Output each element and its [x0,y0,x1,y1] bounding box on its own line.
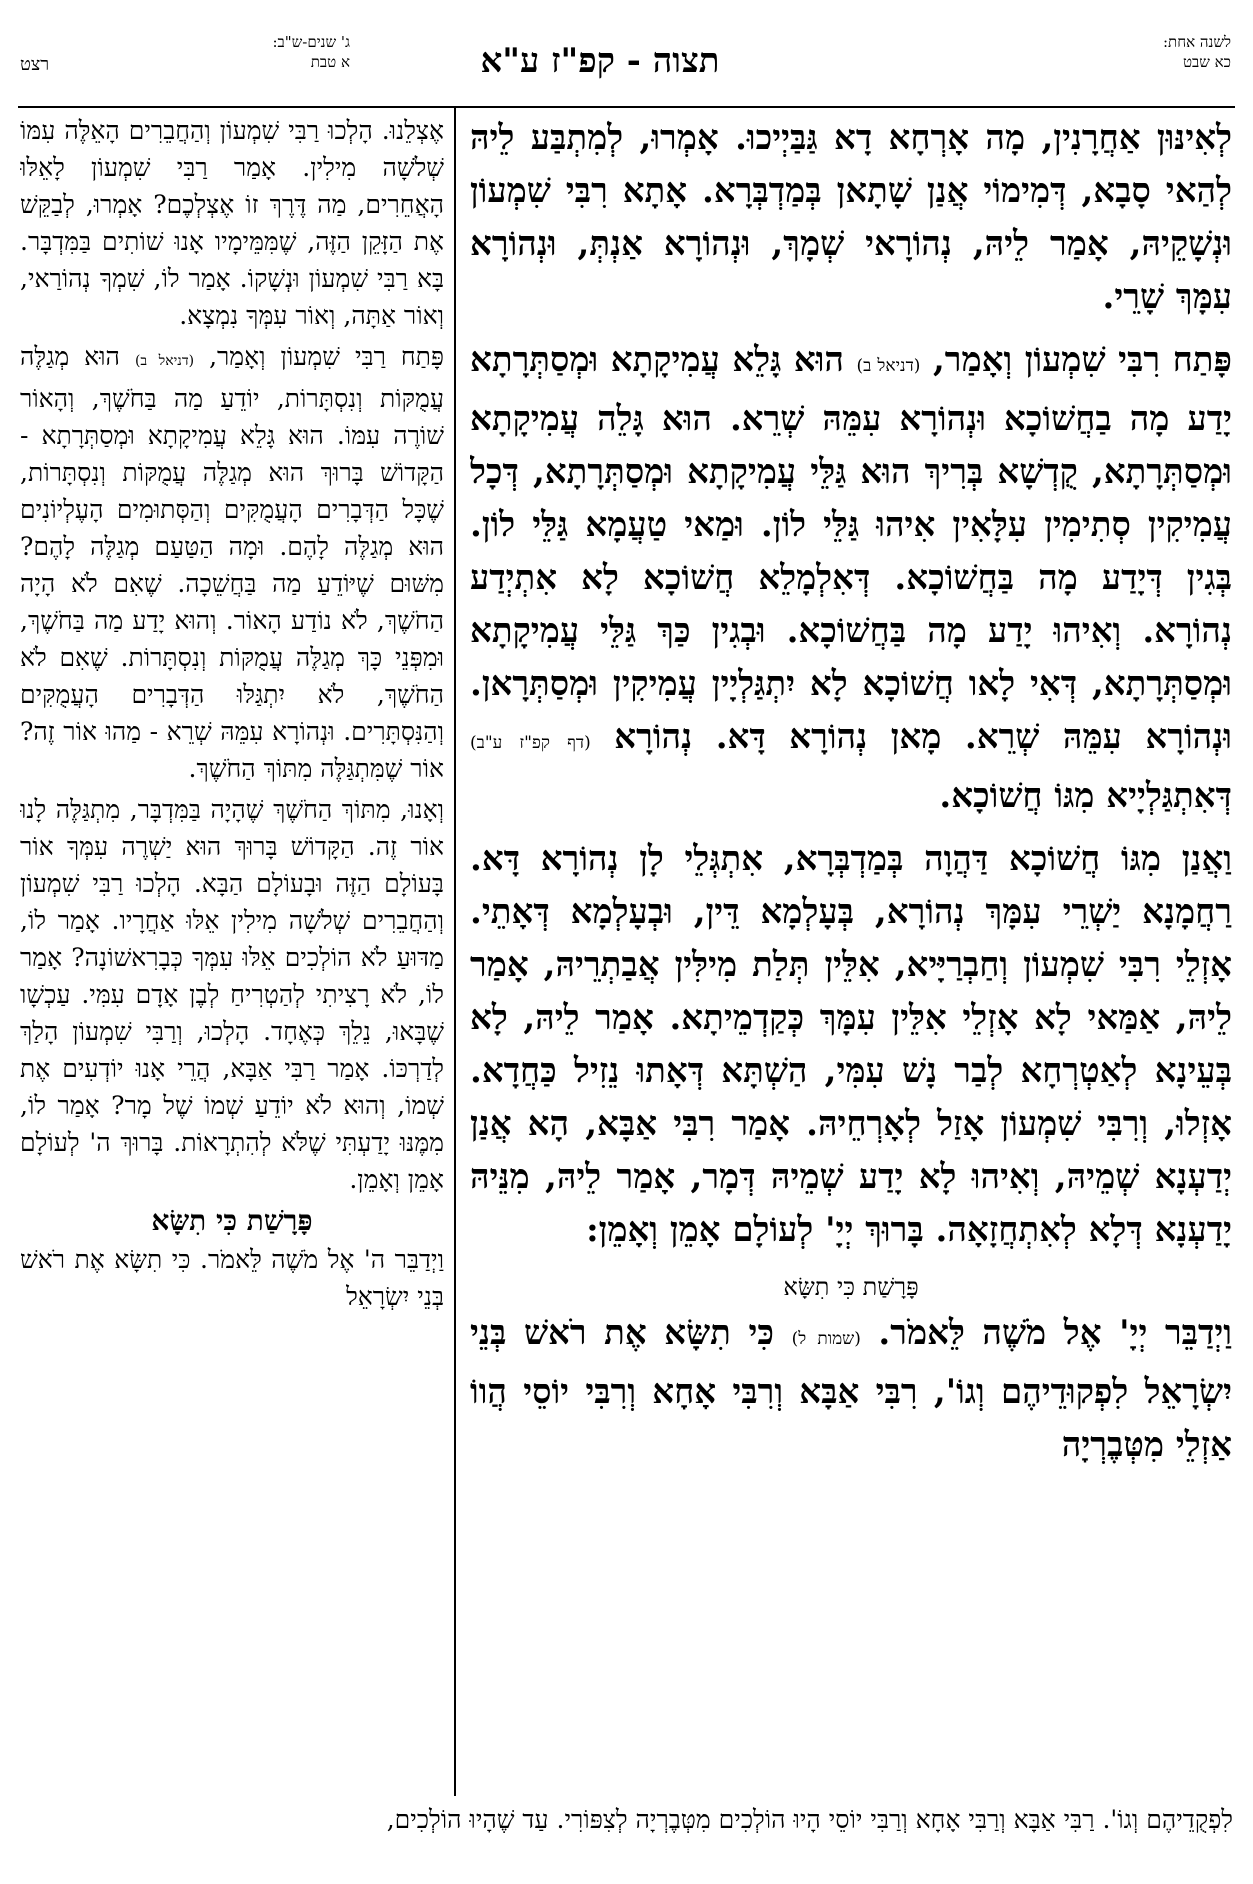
translation-paragraph-3: וְאָנוּ, מִתּוֹךְ הַחֹשֶׁךְ שֶׁהָיָה בַּמִּדְבָּר, מִתְגַּלֶּה לָנוּ אוֹר זֶה. הַקָּדוֹשׁ בָּרוּךְ הוּא יַשְׁרֶה עִמְּךָ אוֹר בָּעוֹלָם הַזֶּה וּבָעוֹלָם הַבָּא. הָלְכוּ רַבִּי שִׁמְעוֹן וְהַחֲבֵרִים שְׁלֹשָׁה מִילִין אֵלּוּ אַחֲרָיו. אָמַר לוֹ, מַדּוּעַ לֹא הוֹלְכִים אֵלּוּ עִמְּךָ כְּבָרִאשׁוֹנָה? אָמַר לוֹ, לֹא רָצִיתִי לְהַטְרִיחַ לְבֶן אָדָם עִמִּי. עַכְשָׁו שֶׁבָּאוּ, נֵלֵךְ כְּאֶחָד. הָלְכוּ, וְרַבִּי שִׁמְעוֹן הָלַךְ לְדַרְכּוֹ. אָמַר רַבִּי אַבָּא, הֲרֵי אָנוּ יוֹדְעִים אֶת שְׁמוֹ, וְהוּא לֹא יוֹדֵעַ שְׁמוֹ שֶׁל מָר? אָמַר לוֹ, מִמֶּנּוּ יָדַעְתִּי שֶׁלֹּא לְהִתְרָאוֹת. בָּרוּךְ ה' לְעוֹלָם אָמֵן וְאָמֵן. [20,795,444,1194]
header-three-years-label: ג' שנים-ש"ב: [272,33,350,51]
header-divider [18,106,1235,108]
main-section-title: פָּרָשַׁת כִּי תִשָּׂא [783,1273,919,1301]
header-date-three-years [130,32,350,110]
main-p4-opening: וַיְדַבֵּר יְיָ' אֶל מֹשֶׁה לֵּאמֹר. [878,1313,1232,1353]
header-one-year-label: לשנה אחת: [1163,33,1231,51]
column-divider [454,108,456,1796]
translation-p2-body: הוּא מְגַלֶּה עֲמֻקּוֹת וְנִסְתָּרוֹת, יוֹדֵעַ מַה בַּחֹשֶׁךְ, וְהָאוֹר שׁוֹרֶה עִמּוֹ. הוּא גָּלֵא עֲמִיקָתָא וּמְסַתְּרָתָא - הַקָּדוֹשׁ בָּרוּךְ הוּא מְגַלֶּה עֲמֻקּוֹת וְנִסְתָּרוֹת, שֶׁכָּל הַדְּבָרִים הָעֲמֻקִּים וְהַסְּתוּמִים הָעֶלְיוֹנִים הוּא מְגַלֶּה לָהֶם. וּמָה הַטַּעַם מְגַלֶּה לָהֶם? מִשּׁוּם שֶׁיּוֹדֵעַ מַה בַּחֲשֵׁכָה. שֶׁאִם לֹא הָיָה הַחֹשֶׁךְ, לֹא נוֹדַע הָאוֹר. וְהוּא יָדַע מַה בַּחֹשֶׁךְ, וּמִפְּנֵי כָּךְ מְגַלֶּה עֲמֻקּוֹת וְנִסְתָּרוֹת. שֶׁאִם לֹא הַחֹשֶׁךְ, לֹא יִתְגַּלּוּ הַדְּבָרִים הָעֲמֻקִּים וְהַנִּסְתָּרִים. וּנְהוֹרָא עִמֵּהּ שְׁרֵא - מַהוּ אוֹר זֶה? אוֹר שֶׁמִּתְגַּלֶּה מִתּוֹךְ הַחֹשֶׁךְ. [20,342,444,783]
translation-paragraph-1: אֶצְלֵנוּ. הָלְכוּ רַבִּי שִׁמְעוֹן וְהַחֲבֵרִים הָאֵלֶּה עִמּוֹ שְׁלֹשָׁה מִילִין. אָמַר רַבִּי שִׁמְעוֹן לָאֵלּוּ הָאֲחֵרִים, מַה דֶּרֶךְ זוֹ אֶצְלְכֶם? אָמְרוּ, לְבַקֵּשׁ אֶת הַזָּקֵן הַזֶּה, שֶׁמִּמֵּימָיו אָנוּ שׁוֹתִים בַּמִּדְבָּר. בָּא רַבִּי שִׁמְעוֹן וּנְשָׁקוֹ. אָמַר לוֹ, שִׁמְךָ נְהוֹרַאי, וְאוֹר אַתָּה, וְאוֹר עִמְּךָ נִמְצָא. [20,116,444,330]
translation-section-title: פָּרָשַׁת כִּי תִשָּׂא [151,1204,313,1237]
translation-paragraph-2 [20,338,444,787]
header-date-one-year [1071,32,1231,110]
main-p4-citation: (שמות ל) [791,1329,861,1349]
page-number: רצט [20,54,50,75]
translation-p2-citation: (דניאל ב) [134,353,195,369]
main-p2-ending: דְּאִתְגַּלְיָיא מִגּוֹ חֲשׁוֹכָא. [939,776,1232,816]
main-paragraph-3: וַאֲנַן מִגּוֹ חֲשׁוֹכָא דַּהֲוָה בְּמַדְבְּרָא, אִתְגְּלֵי לָן נְהוֹרָא דָּא. רַחֲמָנָא יַשְׁרֵי עִמָּךְ נְהוֹרָא, בְּעָלְמָא דֵּין, וּבְעָלְמָא דְּאָתֵי. אָזְלֵי רִבִּי שִׁמְעוֹן וְחַבְרַיָּיא, אִלֵּין תְּלַת מִילִּין אֲבַתְרֵיהּ, אָמַר לֵיהּ, אַמַּאי לָא אָזְלֵי אִלֵּין עִמָּךְ כְּקַדְמֵיתָא. אָמַר לֵיהּ, לָא בְּעֵינָא לְאַטְרְחָא לְבַר נָשׁ עִמִּי, הַשְׁתָּא דְּאָתוּ נֵזִיל כַּחֲדָא. אָזְלוּ, וְרִבִּי שִׁמְעוֹן אָזַל לְאָרְחֵיהּ. אָמַר רִבִּי אַבָּא, הָא אֲנַן יְדַעְנָא שְׁמֵיהּ, וְאִיהוּ לָא יָדַע שְׁמֵיהּ דְּמָר, אָמַר לֵיהּ, מִנֵּיהּ יָדַעְנָא דְּלָא לְאִתְחֲזָאָה. בָּרוּךְ יְיָ' לְעוֹלָם אָמֵן וְאָמֵן: [470,839,1232,1250]
header-one-year-date: כא שבט [1182,53,1231,71]
main-p2-page-ref: (דף קפ"ז ע"ב) [470,733,591,753]
main-p4-body: כִּי תִשָּׂא אֶת רֹאשׁ בְּנֵי יִשְׂרָאֵל לִפְקוּדֵיהֶם וְגוֹ', רִבִּי אַבָּא וְרִבִּי אָחָא וְרִבִּי יוֹסֵי הֲווֹ אַזְלֵי מִטְּבֶרְיָה [470,1313,1232,1465]
bottom-continuation-line: לִפְקֻדֵיהֶם וְגוֹ'. רַבִּי אַבָּא וְרַבִּי אָחָא וְרַבִּי יוֹסֵי הָיוּ הוֹלְכִים מִטְּבֶרְיָה לְצִפּוֹרִי. עַד שֶׁהָיוּ הוֹלְכִים, [386,1805,1233,1834]
main-text-column [470,112,1232,1802]
translation-p2-opening: פָּתַח רַבִּי שִׁמְעוֹן וְאָמַר, [209,342,444,371]
main-p2-body: הוּא גָּלֵא עֲמִיקָתָא וּמְסַתְּרָתָא יָדַע מָה בַחֲשׁוֹכָא וּנְהוֹרָא עִמֵּהּ שְׁרֵא. הוּא גָּלֵה עֲמִיקָתָא וּמְסַתְּרָתָא, קֻדְשָׁא בְּרִיךְ הוּא גַּלֵּי עֲמִיקָתָא וּמְסַתְּרָתָא, דְּכָל עֲמִיקִין סְתִימִין עִלָּאִין אִיהוּ גַּלֵּי לוֹן. וּמַאי טַעֲמָא גַּלֵּי לוֹן. בְּגִין דְּיָדַע מָה בַּחֲשׁוֹכָא. דְּאִלְמָלֵא חֲשׁוֹכָא לָא אִתְיְדַע נְהוֹרָא. וְאִיהוּ יָדַע מָה בַּחֲשׁוֹכָא. וּבְגִין כַּךְ גַּלֵּי עֲמִיקָתָא וּמְסַתְּרָתָא, דְּאִי לָאו חֲשׁוֹכָא לָא יִתְגַּלְיָין עֲמִיקִין וּמְסַתְּרָאן. וּנְהוֹרָא עִמֵּהּ שְׁרֵא. מָאן נְהוֹרָא דָּא. נְהוֹרָא [470,340,1232,757]
header-three-years-date: א טבת [310,53,350,71]
translation-paragraph-4: וַיְדַבֵּר ה' אֶל מֹשֶׁה לֵּאמֹר. כִּי תִשָּׂא אֶת רֹאשׁ בְּנֵי יִשְׂרָאֵל [20,1245,444,1311]
main-p2-opening: פָּתַח רִבִּי שִׁמְעוֹן וְאָמַר, [932,340,1232,380]
translation-column [20,112,444,1802]
main-paragraph-2 [470,334,1232,823]
page-title: תצוה - קפ"ז ע"א [480,41,720,81]
main-paragraph-1: לְאִינּוּן אַחֲרָנִין, מָה אָרְחָא דָא גַּבַּיְיכוּ. אָמְרוּ, לְמִתְבַּע לֵיהּ לְהַאי סָבָא, דְּמִימוֹי אֲנַן שָׁתָאן בְּמַדְבְּרָא. אָתָא רִבִּי שִׁמְעוֹן וּנְשָׁקֵיהּ, אָמַר לֵיהּ, נְהוֹרָאי שְׁמָךְ, וּנְהוֹרָא אַנְתְּ, וּנְהוֹרָא עִמָּךְ שָׁרֵי. [470,118,1232,317]
main-paragraph-4 [470,1307,1232,1472]
main-p2-citation: (דניאל ב) [856,356,921,376]
